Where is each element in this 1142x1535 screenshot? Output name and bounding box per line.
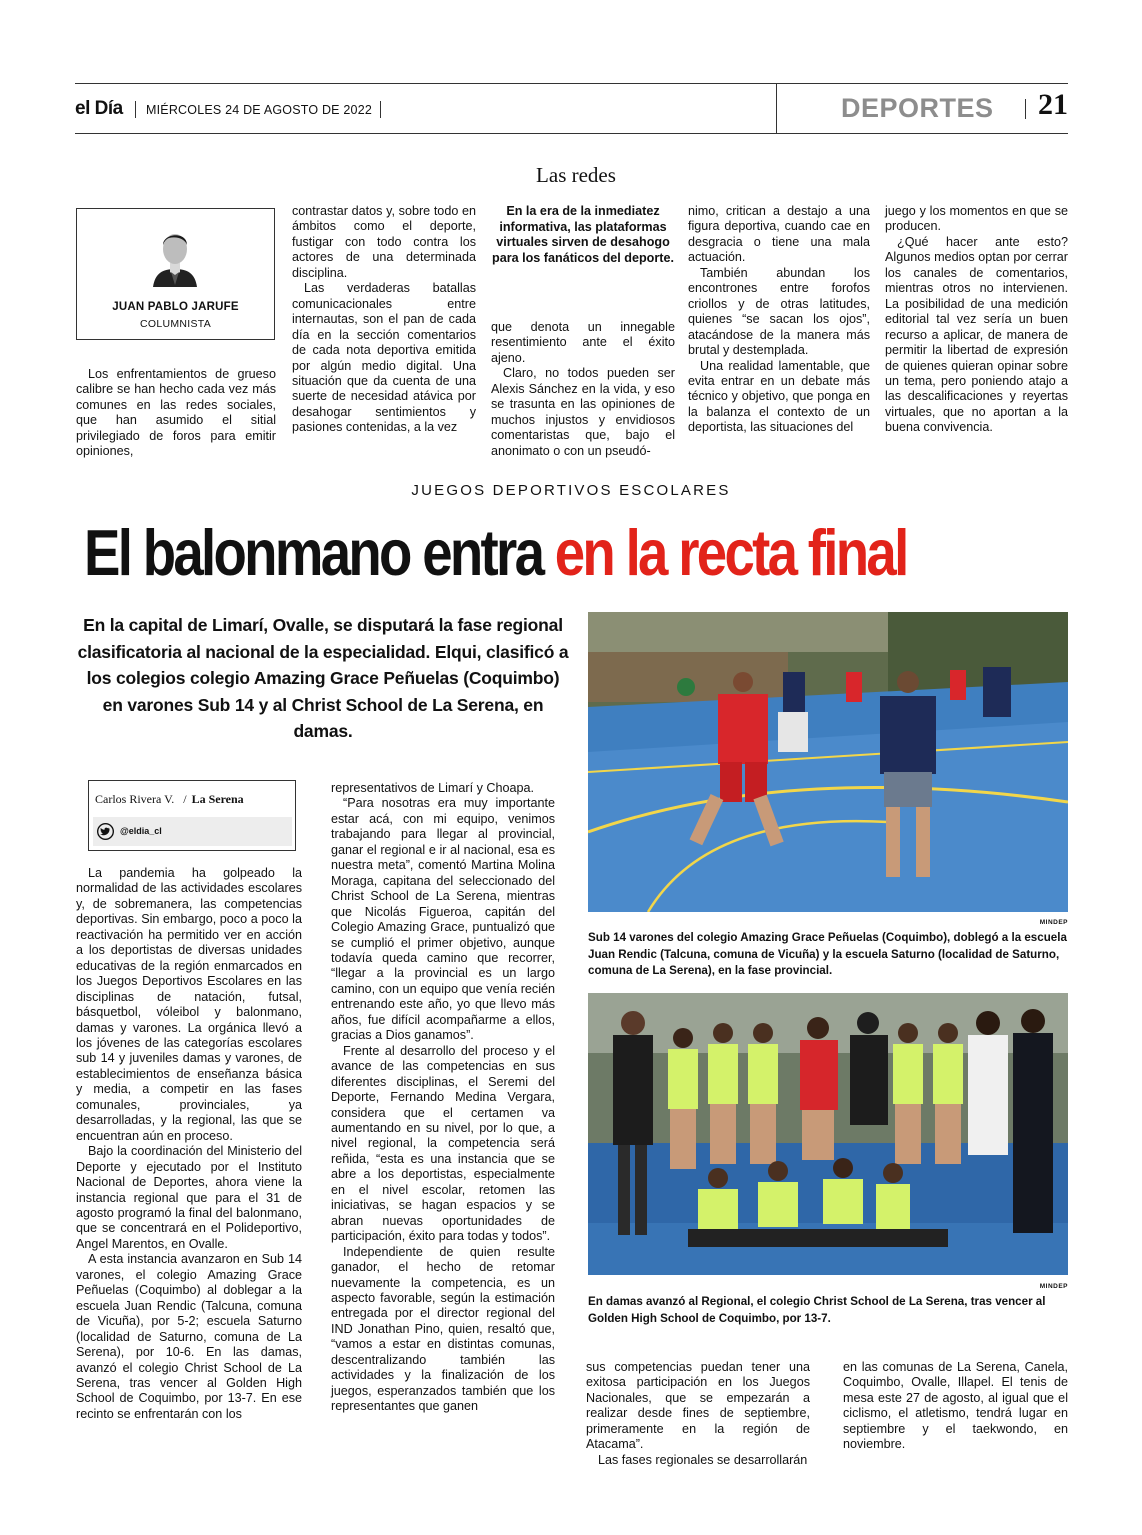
headline-black: El balonmano entra xyxy=(84,516,543,589)
paragraph: en las comunas de La Serena, Canela, Coquimbo, Ovalle, Illapel. El tenis de mesa este 27 de agosto, al igual que el ciclismo, el atletismo, tendrá lugar en septiembre y el taekwondo, en noviembre. xyxy=(843,1360,1068,1452)
column-text-col5 xyxy=(885,204,1068,436)
paragraph: Las fases regionales se desarrollarán xyxy=(598,1452,808,1467)
paragraph: sus competencias puedan tener una exitosa participación en los Juegos Nacionales, que se empezarán a realizar desde fines de septiembre, primeramente en la región de Atacama”. xyxy=(586,1360,810,1452)
paragraph: Frente al desarrollo del proceso y el avance de las competencias en sus diferentes disciplinas, el Seremi del Deporte, Fernando Medina Vergara, considera que el certamen va aumentando en su nivel, por lo que, a nivel regional, la competencia será reñida, “esta es una instancia que se abre a los deportistas, especialmente en el nivel escolar, retomen las iniciativas, se hagan espacios y se abran nuevas oportunidades de participación, éxito para todas y todos”. xyxy=(331,1043,555,1244)
photo1-caption: Sub 14 varones del colegio Amazing Grace Peñuelas (Coquimbo), doblegó a la escuela Juan Rendic (Talcuna, comuna de Vicuña) y la escuela Saturno (localidad de Saturno, comuna de La Serena), en la fase provincial. xyxy=(588,931,1067,977)
author-box xyxy=(76,208,275,340)
photo-girls-team-image xyxy=(588,993,1068,1275)
author-role: COLUMNISTA xyxy=(139,318,212,330)
date-separator xyxy=(380,101,381,118)
paragraph: nimo, critican a destajo a una figura deportiva, cuando cae en desgracia o tiene una mala actuación. xyxy=(688,204,870,265)
paragraph: Bajo la coordinación del Ministerio del Deporte y ejecutado por el Instituto Nacional de Deportes, ahora viene la instancia regional que para el 31 de agosto programó la final del balonmano, que se concentrará en el Polideportivo, Angel Marentos, en Ovalle. xyxy=(76,1144,302,1251)
column-text-col3 xyxy=(491,320,675,459)
paragraph: juego y los momentos en que se producen. xyxy=(885,204,1068,234)
paragraph: Independiente de quien resulte ganador, el hecho de retomar nuevamente la competencia, es un aspecto favorable, según la estimación entregada por el director regional del IND Jonathan Pino, quien, resaltó que, “vamos a estar en distintas comunas, descentralizando también las actividades y la finalización de los juegos, esperanzados también que los representantes que ganen xyxy=(331,1244,555,1414)
paragraph: Claro, no todos pueden ser Alexis Sánchez en la vida, y eso se trasunta en las opiniones de muchos injustos y envidiosos comentaristas que, bajo el anonimato o con un pseudó- xyxy=(491,366,675,458)
byline-box xyxy=(88,780,296,851)
article-text-col2 xyxy=(331,781,555,1415)
photo1-credit: MINDEP xyxy=(1039,919,1068,926)
paragraph: “Para nosotras era muy importante estar acá, con mi equipo, venimos trabajando para llegar al provincial, ganar el regional e ir al nacional, esa es nuestra meta”, comentó Martina Molina Moraga, capitana del seleccionado del Christ School de La Serena, mientras que Nicolás Figueroa, capitán del Colegio Amazing Grace, puntualizó que se cumplió el primer objetivo, aunque todavía queda camino que recorrer, “llegar a la provincial es un largo camino, con un equipo que venía recién entrenando este año, yo que llevo más años, fue difícil acompañarme a ellos, gracias a Dios ganamos”. xyxy=(331,796,555,1043)
article-text-col1 xyxy=(76,866,302,1422)
column-text-col2 xyxy=(292,204,476,436)
twitter-handle[interactable]: @eldia_cl xyxy=(120,826,162,836)
photo-handball-match-image xyxy=(588,612,1068,912)
paragraph: También abundan los encontrones entre forofos criollos y de otras latitudes, quienes “se sacan los ojos”, atacándose de la manera más brutal y destemplada. xyxy=(688,265,870,358)
article-lead: En la capital de Limarí, Ovalle, se disputará la fase regional clasificatoria al nacional de la especialidad. Elqui, clasificó a los colegios colegio Amazing Grace Peñuelas (Coquimbo) en varones Sub 14 y al Christ School de La Serena, en damas. xyxy=(77,615,569,741)
section-separator xyxy=(1025,99,1026,119)
paragraph: ¿Qué hacer ante esto? Algunos medios optan por cerrar los canales de comentarios, mientras otros no intervienen. La posibilidad de una medición editorial tal vez sería un buen recurso a aplicar, de manera de permitir la libertad de expresión de quienes quieran opinar sobre un tema, pero poniendo atajo a las descalificaciones y reyertas virtuales, que no aportan a la buena convivencia. xyxy=(885,234,1068,435)
article-text-col3 xyxy=(586,1360,810,1468)
page-number: 21 xyxy=(1038,88,1068,121)
issue-date: MIÉRCOLES 24 DE AGOSTO DE 2022 xyxy=(146,103,372,117)
paragraph: contrastar datos y, sobre todo en ámbitos como el deporte, fustigar con todo contra los actores de una determinada disciplina. xyxy=(292,204,476,280)
photo2-caption: En damas avanzó al Regional, el colegio Christ School de La Serena, tras vencer al Golden High School de Coquimbo, por 13-7. xyxy=(588,1295,1046,1325)
header-top-rule xyxy=(75,83,1068,84)
paragraph: Las verdaderas batallas comunicacionales entre internautas, son el pan de cada día en la sección comentarios de cada nota deportiva emitida por algún medio digital. Una situación que da cuenta de una suerte de necesidad atávica por desahogar sentimientos y pasiones contenidas, a la vez xyxy=(292,281,476,435)
header-divider xyxy=(776,83,777,134)
byline-author: Carlos Rivera V. xyxy=(95,792,175,806)
photo-handball-match[interactable] xyxy=(588,612,1068,912)
paragraph: que denota un innegable resentimiento ante el éxito ajeno. xyxy=(491,320,675,365)
pull-quote: En la era de la inmediatez informativa, las plataformas virtuales sirven de desahogo para los fanáticos del deporte. xyxy=(492,204,674,265)
twitter-icon[interactable] xyxy=(97,823,114,840)
paragraph: representativos de Limarí y Choapa. xyxy=(331,781,535,795)
avatar-icon xyxy=(147,225,203,287)
article-headline xyxy=(84,515,907,590)
headline-red: en la recta final xyxy=(554,516,907,589)
byline xyxy=(95,792,244,807)
photo2-credit: MINDEP xyxy=(1039,1283,1068,1290)
column-text-col1 xyxy=(76,367,276,460)
column-text-col4 xyxy=(688,204,870,436)
paragraph: A esta instancia avanzaron en Sub 14 varones, el colegio Amazing Grace Peñuelas (Coquimbo) al doblegar a la escuela Juan Rendic (Talcuna, comuna de Vicuña), por 5-2; escuela Saturno (localidad de Saturno, comuna de La Serena), por 10-6. En las damas, avanzó el colegio Christ School de La Serena, tras vencer al Golden High School de Coquimbo, por 13-7. En ese recinto se enfrentarán con los xyxy=(76,1252,302,1421)
column-title: Las redes xyxy=(536,163,616,187)
byline-place: La Serena xyxy=(191,792,244,806)
paragraph: Una realidad lamentable, que evita entrar en un debate más técnico y objetivo, que ponga en la balanza el contexto de un deportista, las situaciones del xyxy=(688,358,870,435)
header-bottom-rule xyxy=(75,133,1068,134)
author-name: JUAN PABLO JARUFE xyxy=(112,301,239,313)
twitter-strip xyxy=(93,817,292,846)
logo-separator xyxy=(135,101,136,118)
byline-separator: / xyxy=(183,792,187,806)
newspaper-logo[interactable]: el Día xyxy=(75,98,123,119)
article-text-col4 xyxy=(843,1360,1068,1453)
paragraph: Los enfrentamientos de grueso calibre se han hecho cada vez más comunes en las redes sociales, que han asumido el sitial privilegiado de foros para emitir opiniones, xyxy=(76,367,276,459)
article-kicker: JUEGOS DEPORTIVOS ESCOLARES xyxy=(411,482,731,499)
section-title[interactable]: DEPORTES xyxy=(841,93,994,123)
photo-girls-team[interactable] xyxy=(588,993,1068,1275)
paragraph: La pandemia ha golpeado la normalidad de las actividades escolares y, de sobremanera, las competencias deportivas. Sin embargo, poco a poco la reactivación ha permitido ver en acción a los deportistas de diversas unidades educativas de la región enmarcados en los Juegos Deportivos Escolares en las disciplinas de natación, futsal, básquetbol, vóleibol y balonmano, damas y varones. La orgánica llevó a los jóvenes de las categorías escolares sub 14 y juveniles damas y varones, de establecimientos de enseñanza básica y media, a competir en las fases comunales, provinciales, ya desarrolladas, y la regional, las que se encuentran aún en proceso. xyxy=(76,866,302,1143)
